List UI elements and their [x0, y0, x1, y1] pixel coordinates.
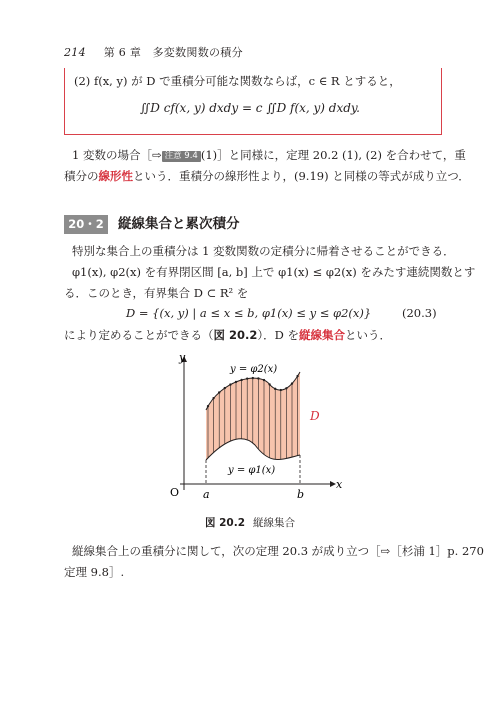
figure-vertical-set — [160, 350, 345, 505]
para2-text-b: ）．D を — [257, 328, 300, 342]
caption-text: 縦線集合 — [253, 517, 296, 529]
page-header — [64, 44, 243, 60]
para3-line2: 定理 9.8］. — [64, 565, 125, 579]
para3-line1: 縦線集合上の重積分に関して，次の定理 20.3 が成り立つ［⇨［杉浦 1］p. 270 — [72, 544, 484, 558]
linearity-formula: ∬D cf(x, y) dxdy = c ∬D f(x, y) dxdy. — [140, 101, 360, 115]
a-label: a — [203, 488, 210, 501]
para1-line2 — [64, 171, 470, 183]
lower-curve-label: y = φ1(x) — [228, 465, 276, 476]
upper-curve-label: y = φ2(x) — [230, 364, 278, 375]
equation-number: (20.3) — [402, 306, 437, 320]
chapter-title: 第 6 章 多変数関数の積分 — [103, 46, 243, 59]
caption-number: 図 20.2 — [204, 517, 246, 529]
theorem-item-2: (2) f(x, y) が D で重積分可能な関数ならば，c ∈ R とすると， — [74, 74, 401, 88]
section-number: 20・2 — [64, 215, 108, 234]
para2-line2: φ1(x), φ2(x) を有界閉区間 [a, b] 上で φ1(x) ≤ φ2(x) をみたす連続関数とす — [72, 265, 476, 279]
x-axis-label: x — [336, 478, 343, 491]
region-label: D — [310, 409, 320, 423]
para2-text-c: という． — [345, 328, 392, 342]
section-title: 縦線集合と累次積分 — [118, 216, 240, 232]
para2-line1: 特別な集合上の重積分は 1 変数関数の定積分に帰着させることができる． — [72, 244, 455, 258]
para2-text-a: により定めることができる（ — [64, 328, 214, 342]
para2-line3: る．このとき，有界集合 D ⊂ R² を — [64, 286, 249, 300]
para2-line4 — [64, 330, 391, 342]
figure-reference: 図 20.2 — [213, 328, 258, 342]
para1-line1 — [72, 150, 466, 162]
figure-caption — [0, 515, 500, 530]
term-linearity: 線形性 — [98, 169, 133, 183]
y-axis-label: y — [179, 351, 186, 364]
note-badge: 注意 9.4 — [162, 151, 201, 162]
origin-label: O — [170, 486, 180, 499]
equation-20-3: D = {(x, y) | a ≤ x ≤ b, φ1(x) ≤ y ≤ φ2(x)} — [126, 306, 372, 320]
term-vertical-set: 縦線集合 — [299, 328, 346, 342]
para1-text-a: 1 変数の場合［⇨ — [72, 148, 162, 162]
page-number: 214 — [64, 46, 86, 59]
para1-text-b: (1)］と同様に，定理 20.2 (1), (2) を合わせて，重 — [200, 148, 466, 162]
b-label: b — [297, 488, 305, 501]
para1-text-d: という．重積分の線形性より，(9.19) と同様の等式が成り立つ． — [133, 169, 470, 183]
para1-text-c: 積分の — [64, 169, 99, 183]
